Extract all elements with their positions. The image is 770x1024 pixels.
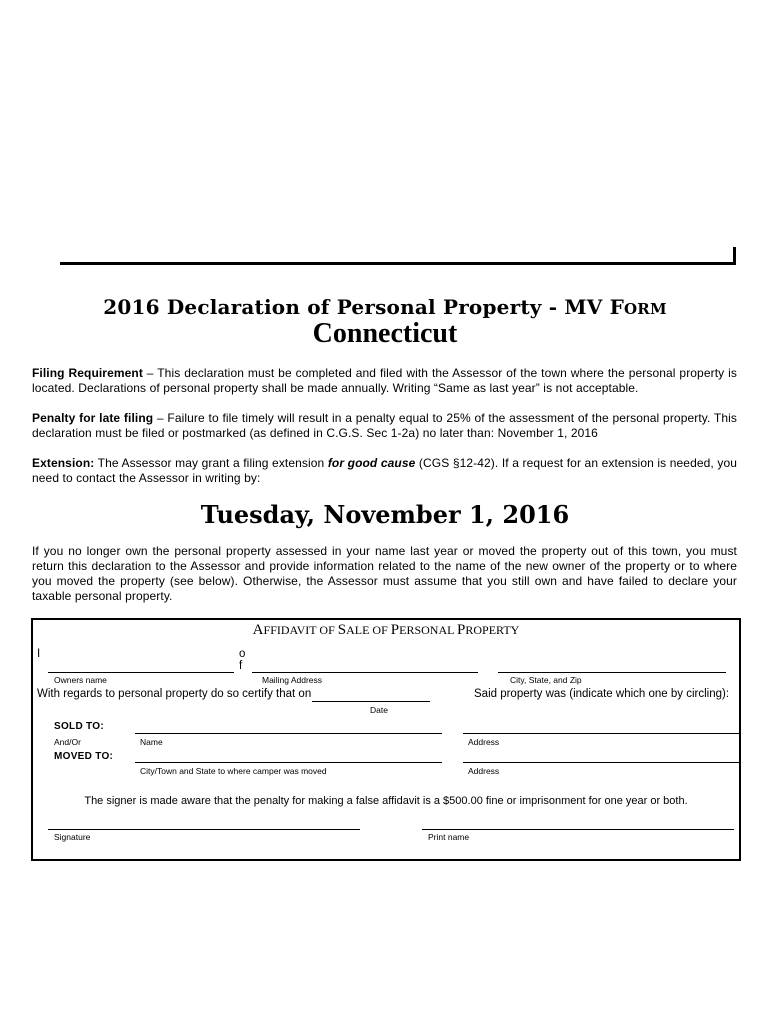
- date-field[interactable]: [312, 701, 430, 702]
- extension-label: Extension:: [32, 456, 95, 470]
- city-state-zip-field[interactable]: [498, 672, 726, 673]
- affidavit-of-label-f: f: [239, 660, 243, 672]
- deadline-heading: Tuesday, November 1, 2016: [200, 500, 570, 529]
- signature-field[interactable]: [48, 829, 360, 830]
- city-town-caption: City/Town and State to where camper was moved: [140, 766, 327, 776]
- penalty-paragraph: [32, 411, 737, 441]
- print-name-caption: Print name: [428, 832, 470, 842]
- penalty-text: – Failure to file timely will result in a penalty equal to 25% of the assessment of the personal property. This declaration must be filed or postmarked (as defined in C.G.S. Sec 1-2a) no later than: November 1, 2016: [32, 411, 737, 440]
- affidavit-title-part: ERSONAL: [399, 623, 458, 637]
- signature-caption: Signature: [54, 832, 91, 842]
- penalty-label: Penalty for late filing: [32, 411, 154, 425]
- owners-name-field[interactable]: [48, 672, 234, 673]
- affidavit-i-label: I: [37, 648, 41, 660]
- address-caption-2: Address: [468, 766, 500, 776]
- city-state-zip-caption: City, State, and Zip: [510, 675, 582, 685]
- affidavit-title-part: ALE OF: [346, 623, 391, 637]
- affidavit-of-label-o: o: [239, 648, 246, 660]
- extension-emphasis: for good cause: [327, 456, 416, 470]
- affidavit-title-part: P: [390, 622, 400, 638]
- signer-notice: The signer is made aware that the penalty for making a false affidavit is a $500.00 fine or imprisonment for one year or both.: [84, 795, 688, 807]
- print-name-field[interactable]: [422, 829, 734, 830]
- form-title-smallcaps: ORM: [624, 300, 667, 318]
- affidavit-title-part: FFIDAVIT OF: [263, 623, 338, 637]
- extension-text-b: (CGS §12-42). If a request for an extension is needed, you need to contact the Assessor in writing by:: [32, 456, 737, 485]
- extension-text-a: The Assessor may grant a filing extension: [94, 456, 328, 470]
- mailing-address-field[interactable]: [252, 672, 478, 673]
- moved-to-label: MOVED TO:: [54, 751, 114, 762]
- moved-to-city-field[interactable]: [135, 762, 442, 763]
- address-caption-1: Address: [468, 737, 500, 747]
- filing-requirement-paragraph: [32, 366, 737, 396]
- affidavit-title-part: A: [252, 622, 264, 638]
- affidavit-title-part: P: [457, 622, 466, 638]
- filing-requirement-label: Filing Requirement: [32, 366, 143, 380]
- sold-to-label: SOLD TO:: [54, 721, 104, 732]
- certify-text: With regards to personal property do so certify that on: [37, 688, 312, 700]
- sold-to-name-field[interactable]: [135, 733, 442, 734]
- state-heading: Connecticut: [312, 318, 458, 349]
- affidavit-title-part: S: [337, 622, 347, 638]
- mailing-address-caption: Mailing Address: [262, 675, 323, 685]
- owners-name-caption: Owners name: [54, 675, 107, 685]
- affidavit-box: [31, 618, 741, 861]
- filing-requirement-text: – This declaration must be completed and filed with the Assessor of the town where the personal property is located. Declarations of personal property shall be made annually. Writing “Same as last year” is not acceptable.: [32, 366, 737, 395]
- name-caption: Name: [140, 737, 163, 747]
- extension-paragraph: [32, 456, 737, 486]
- header-rule: [60, 262, 736, 265]
- sold-to-address-field[interactable]: [463, 733, 741, 734]
- header-rule-tick: [733, 247, 736, 265]
- moved-to-address-field[interactable]: [463, 762, 741, 763]
- affidavit-title-part: ROPERTY: [465, 623, 520, 637]
- said-property-text: Said property was (indicate which one by circling):: [474, 688, 730, 700]
- ownership-notice: If you no longer own the personal property assessed in your name last year or moved the property out of this town, you must return this declaration to the Assessor and provide information related to the name of the new owner of the property or to where you moved the property (see below). Otherwise, the Assessor must assume that you still own and have failed to declare your taxable personal property.: [32, 544, 737, 603]
- affidavit-title: [31, 622, 741, 639]
- and-or-label: And/Or: [54, 737, 81, 747]
- date-caption: Date: [370, 705, 388, 715]
- form-title-main: 2016 Declaration of Personal Property - MV F: [103, 295, 625, 319]
- form-title: [0, 295, 770, 319]
